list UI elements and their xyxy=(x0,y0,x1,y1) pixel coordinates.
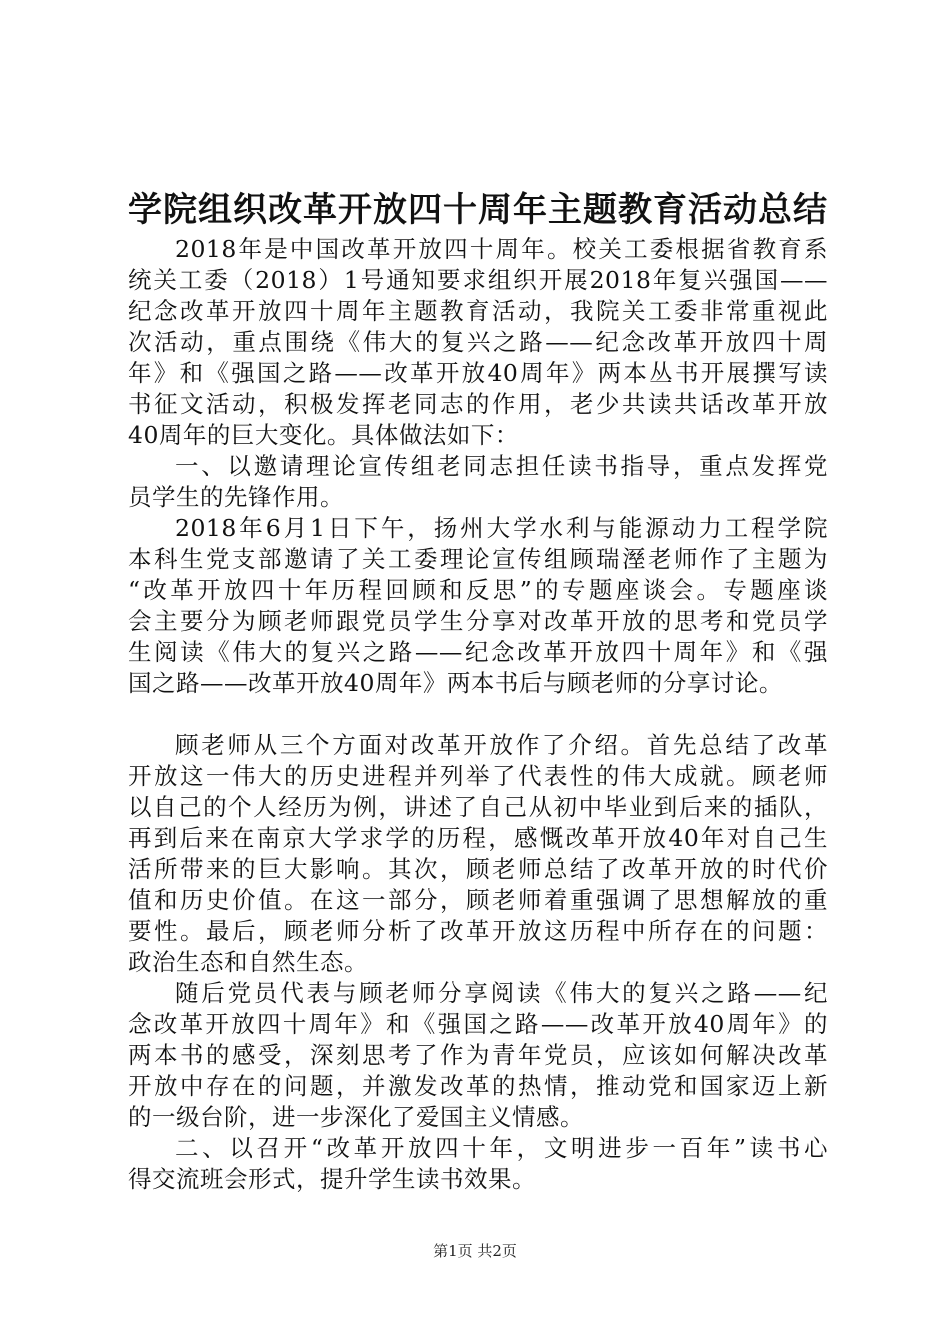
document-body xyxy=(128,234,828,1195)
text-line: 活所带来的巨大影响。其次，顾老师总结了改革开放的时代价 xyxy=(128,855,828,883)
text-line: 顾老师从三个方面对改革开放作了介绍。首先总结了改革 xyxy=(175,731,828,759)
text-line: 以自己的个人经历为例，讲述了自己从初中毕业到后来的插队， xyxy=(128,793,828,821)
text-line: 40周年的巨大变化。具体做法如下： xyxy=(128,421,519,449)
paragraph-introduction-by-teacher xyxy=(128,730,828,978)
text-line: 一、以邀请理论宣传组老同志担任读书指导，重点发挥党 xyxy=(175,452,828,480)
blank-line xyxy=(128,699,828,730)
text-line: 值和历史价值。在这一部分，顾老师着重强调了思想解放的重 xyxy=(128,886,828,914)
text-line: 的一级台阶，进一步深化了爱国主义情感。 xyxy=(128,1103,584,1131)
text-line: 政治生态和自然生态。 xyxy=(128,948,368,976)
text-line: 随后党员代表与顾老师分享阅读《伟大的复兴之路——纪 xyxy=(175,979,828,1007)
paragraph-section-one-heading xyxy=(128,451,828,513)
text-line: 要性。最后，顾老师分析了改革开放这历程中所存在的问题： xyxy=(128,917,828,945)
text-line: 得交流班会形式，提升学生读书效果。 xyxy=(128,1165,536,1193)
text-line: 两本书的感受，深刻思考了作为青年党员，应该如何解决改革 xyxy=(128,1041,828,1069)
text-line: 年》和《强国之路——改革开放40周年》两本丛书开展撰写读 xyxy=(128,359,828,387)
text-line: 二、以召开“改革开放四十年，文明进步一百年”读书心 xyxy=(175,1134,828,1162)
text-line: 生阅读《伟大的复兴之路——纪念改革开放四十周年》和《强 xyxy=(128,638,828,666)
text-line: 次活动，重点围绕《伟大的复兴之路——纪念改革开放四十周 xyxy=(128,328,828,356)
text-line: 统关工委（2018）1号通知要求组织开展2018年复兴强国—— xyxy=(128,266,828,294)
page-number-footer: 第1页 共2页 xyxy=(433,1242,517,1260)
paragraph-section-two-heading xyxy=(128,1133,828,1195)
paragraph-member-sharing xyxy=(128,978,828,1133)
text-line: 2018年6月1日下午，扬州大学水利与能源动力工程学院 xyxy=(175,514,828,542)
text-line: “改革开放四十年历程回顾和反思”的专题座谈会。专题座谈 xyxy=(128,576,828,604)
paragraph-intro xyxy=(128,234,828,451)
text-line: 书征文活动，积极发挥老同志的作用，老少共读共话改革开放 xyxy=(128,390,828,418)
text-line: 念改革开放四十周年》和《强国之路——改革开放40周年》的 xyxy=(128,1010,828,1038)
text-line: 员学生的先锋作用。 xyxy=(128,483,344,511)
text-line: 2018年是中国改革开放四十周年。校关工委根据省教育系 xyxy=(175,235,828,263)
text-line: 开放中存在的问题，并激发改革的热情，推动党和国家迈上新 xyxy=(128,1072,828,1100)
text-line: 再到后来在南京大学求学的历程，感慨改革开放40年对自己生 xyxy=(128,824,828,852)
text-line: 会主要分为顾老师跟党员学生分享对改革开放的思考和党员学 xyxy=(128,607,828,635)
text-line: 纪念改革开放四十周年主题教育活动，我院关工委非常重视此 xyxy=(128,297,828,325)
text-line: 本科生党支部邀请了关工委理论宣传组顾瑞溼老师作了主题为 xyxy=(128,545,828,573)
document-title: 学院组织改革开放四十周年主题教育活动总结 xyxy=(128,190,828,230)
text-line: 开放这一伟大的历史进程并列举了代表性的伟大成就。顾老师 xyxy=(128,762,828,790)
paragraph-seminar xyxy=(128,513,828,699)
text-line: 国之路——改革开放40周年》两本书后与顾老师的分享讨论。 xyxy=(128,669,783,697)
